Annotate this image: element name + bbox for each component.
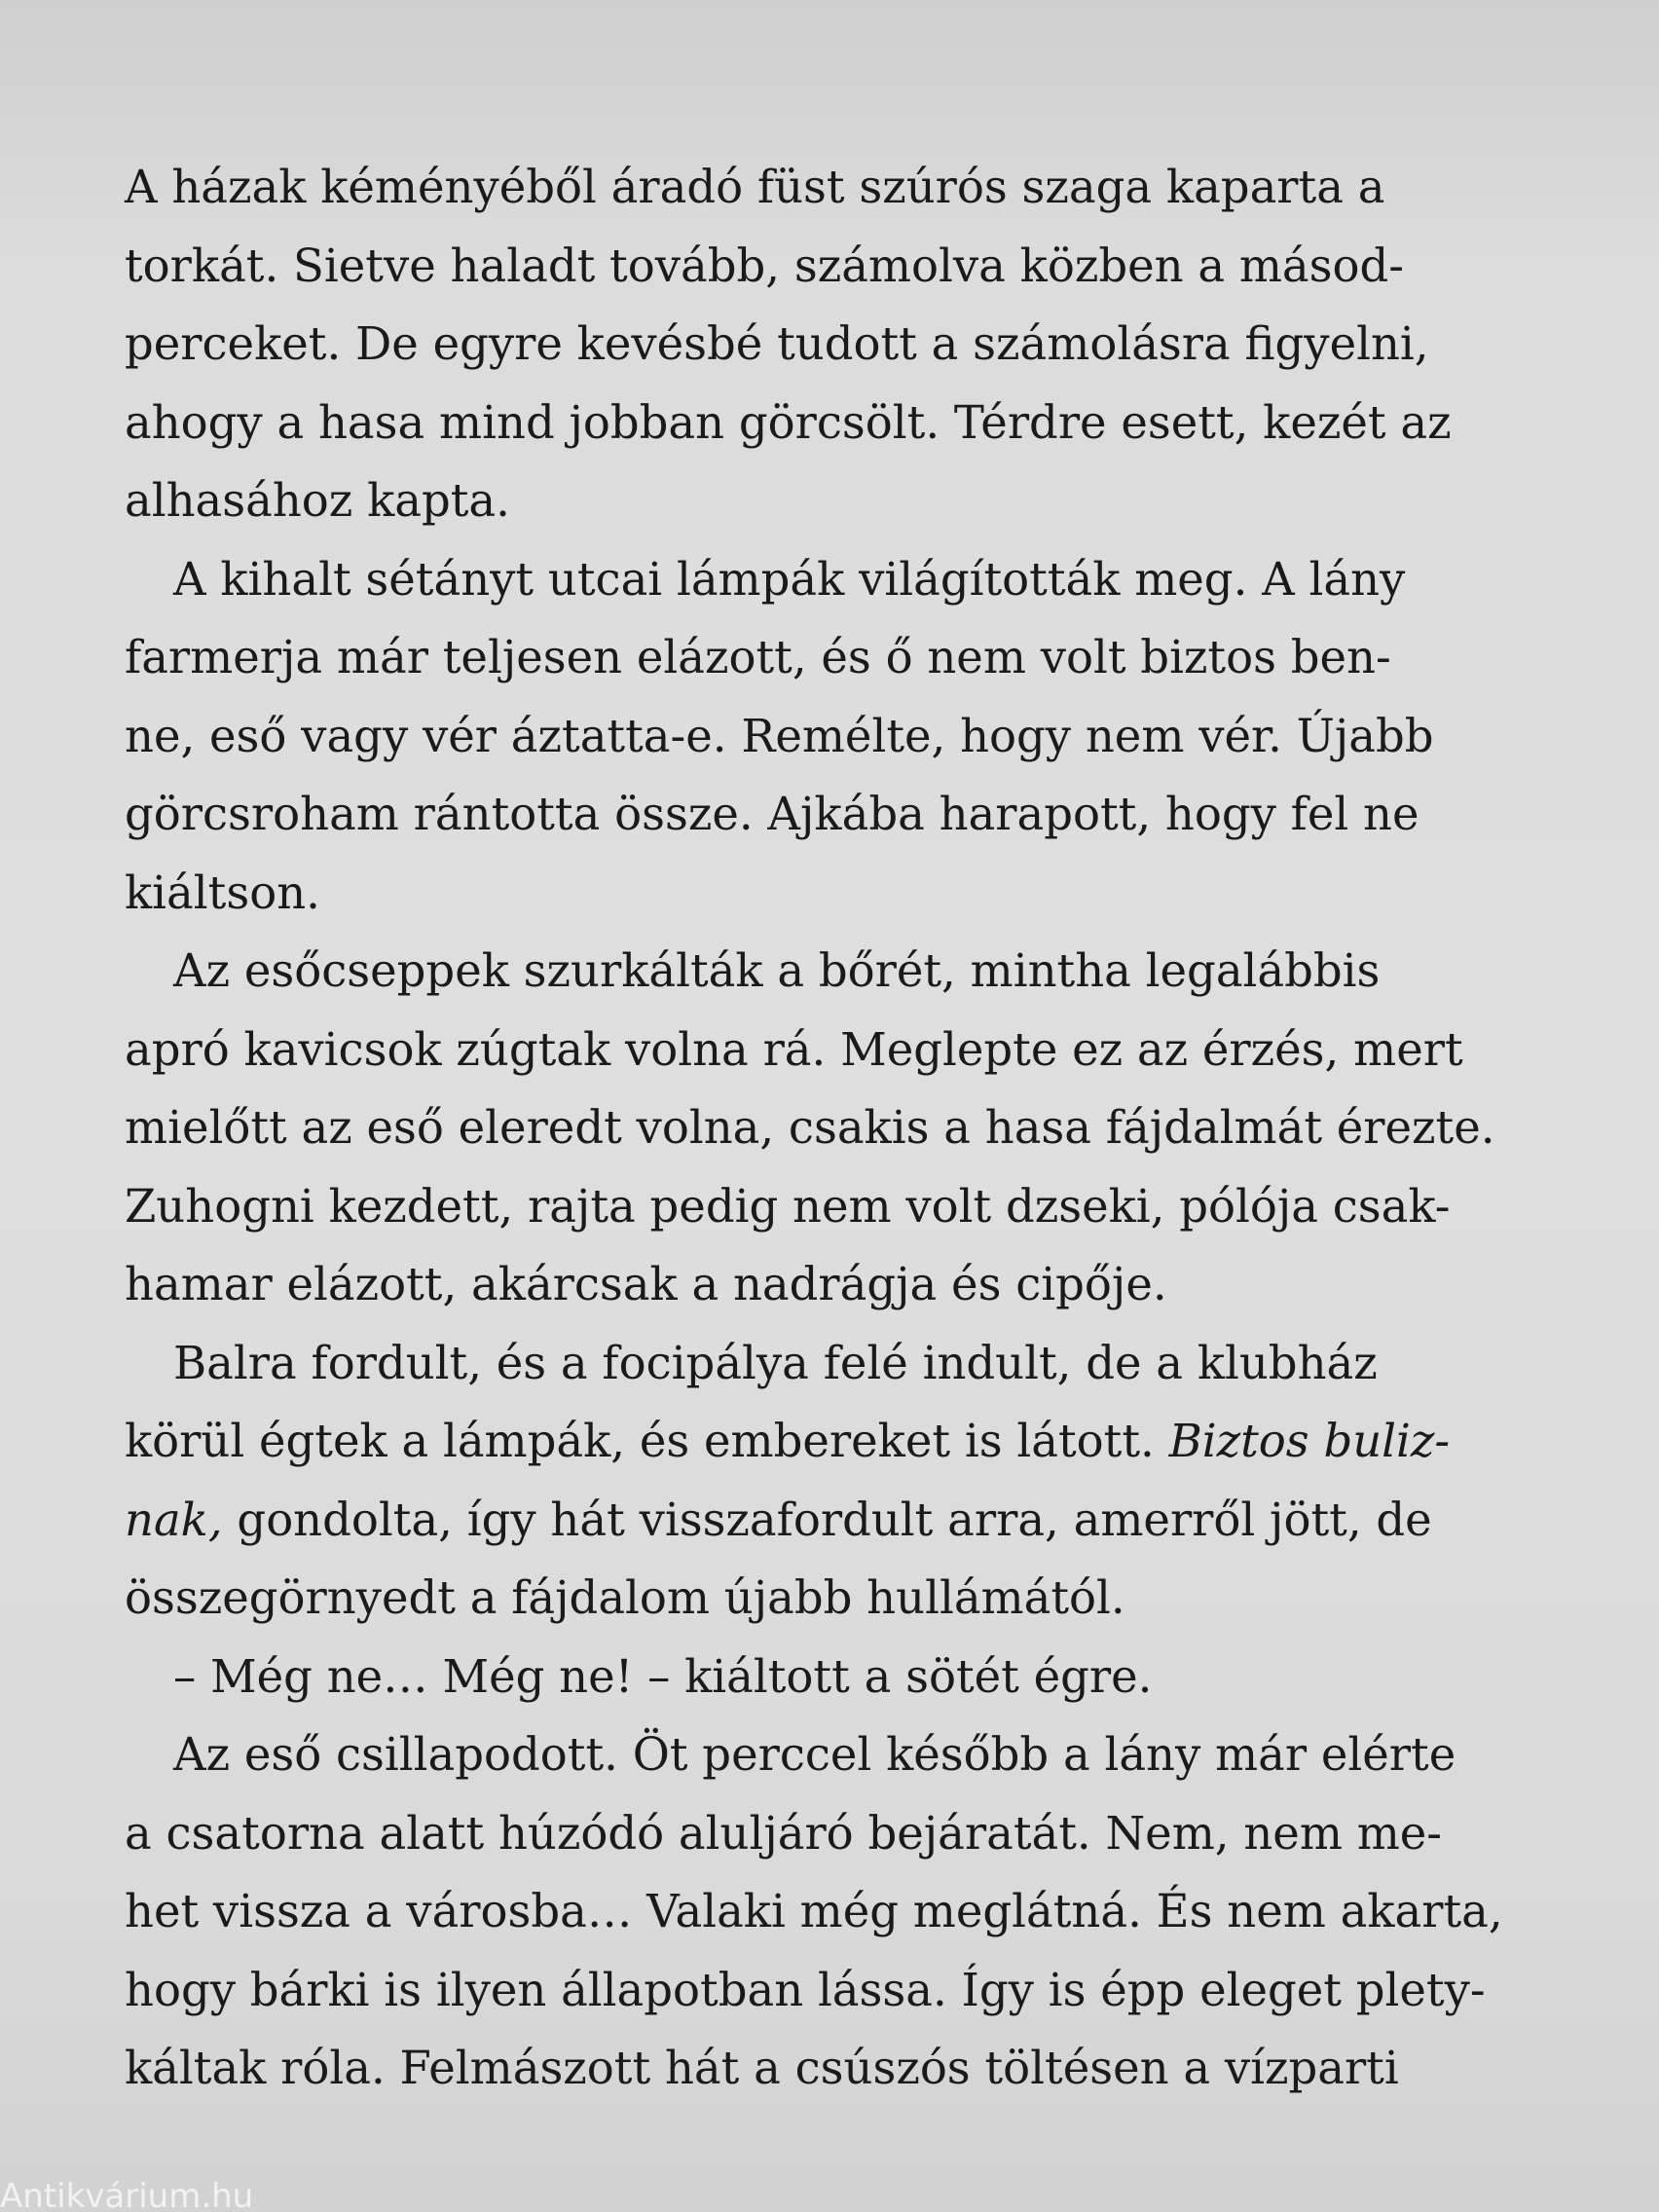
text-line: farmerja már teljesen elázott, és ő nem volt biztos ben-: [125, 631, 1391, 683]
paragraph-3: [125, 932, 1495, 1324]
text-line: [125, 1481, 1488, 1560]
dialogue-line: – Még ne… Még ne! – kiáltott a sötét égre.: [173, 1649, 1153, 1703]
text-line: hogy bárki is ilyen állapotban lássa. Így is épp eleget plety-: [125, 1963, 1486, 2016]
paragraph-6: [125, 1715, 1503, 2108]
text-line: ahogy a hasa mind jobban görcsölt. Térdre esett, kezét az: [125, 395, 1452, 449]
text-line: görcsroham rántotta össze. Ajkába harapott, hogy fel ne: [125, 788, 1419, 840]
text-line: hamar elázott, akárcsak a nadrágja és cipője.: [125, 1258, 1167, 1310]
text-line: Az esőcseppek szurkálták a bőrét, mintha legalábbis: [173, 944, 1381, 997]
text-line: a csatorna alatt húzódó aluljáró bejáratát. Nem, nem me-: [125, 1806, 1443, 1860]
paragraph-1: [125, 148, 1488, 540]
text-line: perceket. De egyre kevésbé tudott a számolásra figyelni,: [125, 317, 1429, 370]
paragraph-4: [125, 1324, 1488, 1638]
text-line: káltak róla. Felmászott hát a csúszós töltésen a vízparti: [125, 2042, 1399, 2094]
text-line: het vissza a városba… Valaki még meglátná. És nem akarta,: [125, 1885, 1503, 1937]
plain-text: gondolta, így hát visszafordult arra, amerről jött, de: [222, 1493, 1432, 1546]
text-line: A kihalt sétányt utcai lámpák világították meg. A lány: [173, 552, 1406, 606]
plain-text: körül égtek a lámpák, és embereket is látott.: [125, 1415, 1169, 1467]
paragraph-2: [125, 540, 1488, 933]
text-line: apró kavicsok zúgtak volna rá. Meglepte ez az érzés, mert: [125, 1022, 1463, 1076]
text-line: mielőtt az eső eleredt volna, csakis a hasa fájdalmát érezte.: [125, 1101, 1495, 1154]
text-line: kiáltson.: [125, 866, 320, 919]
paragraph-5: [125, 1638, 1488, 1716]
text-line: összegörnyedt a fájdalom újabb hullámától.: [125, 1571, 1125, 1624]
text-line: Az eső csillapodott. Öt perccel később a lány már elérte: [173, 1728, 1456, 1781]
watermark: Antikvárium.hu: [0, 2177, 254, 2212]
text-line: Balra fordult, és a focipálya felé indult, de a klubház: [173, 1336, 1378, 1389]
text-line: ne, eső vagy vér áztatta-e. Remélte, hogy nem vér. Újabb: [125, 709, 1434, 762]
text-line: Zuhogni kezdett, rajta pedig nem volt dzseki, pólója csak-: [125, 1179, 1451, 1233]
text-line: torkát. Sietve haladt tovább, számolva közben a másod-: [125, 239, 1404, 292]
text-line: alhasához kapta.: [125, 474, 510, 527]
italic-text: nak,: [125, 1493, 223, 1546]
body-text: [125, 148, 1503, 2108]
italic-text: Biztos buliz-: [1168, 1415, 1451, 1467]
text-line: A házak kéményéből áradó füst szúrós szaga kaparta a: [125, 161, 1385, 213]
text-line: [125, 1402, 1488, 1481]
